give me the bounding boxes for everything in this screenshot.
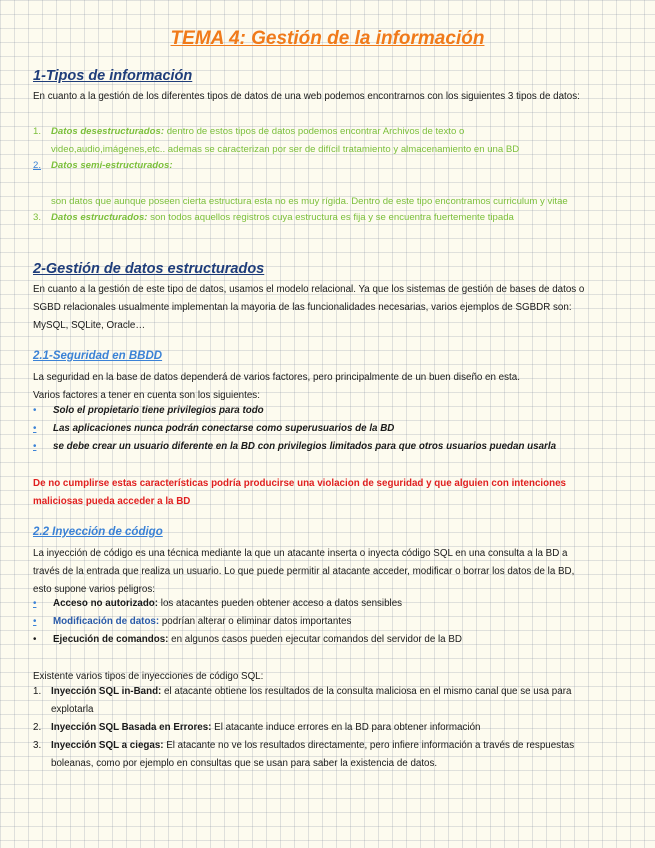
item-number: 1. [33, 686, 42, 697]
section-2-1-line-1: La seguridad en la base de datos dependerá de varios factores, pero principalmente de un buen diseño en esta. [33, 372, 520, 383]
item-number: 3. [33, 740, 42, 751]
injection-type-3-cont: boleanas, como por ejemplo en consultas que se usan para saber la existencia de datos. [51, 758, 438, 769]
item-text: El atacante no ve los resultados directamente, pero infiere información a través de respuestas [163, 740, 575, 751]
security-bullet-2 [33, 423, 394, 434]
bullet-label: Modificación de datos: [53, 616, 160, 627]
item-number: 3. [33, 212, 42, 223]
section-1-heading: 1-Tipos de información [33, 68, 193, 84]
section-2-1-heading: 2.1-Seguridad en BBDD [33, 350, 163, 362]
security-bullet-3 [33, 441, 556, 452]
danger-bullet-3 [33, 634, 462, 645]
item-number: 1. [33, 126, 42, 137]
item-label: Inyección SQL in-Band: [51, 686, 162, 697]
item-label: Datos estructurados: [51, 212, 148, 223]
item-label: Datos semi-estructurados: [51, 160, 173, 171]
bullet-icon: • [33, 423, 37, 434]
bullet-icon: • [33, 441, 37, 452]
bullet-text: los atacantes pueden obtener acceso a datos sensibles [158, 598, 403, 609]
item-text: El atacante induce errores en la BD para obtener información [211, 722, 481, 733]
section-2-2-line-1: La inyección de código es una técnica mediante la que un atacante inserta o inyecta código SQL en una consulta a la BD a [33, 548, 568, 559]
item-text: son todos aquellos registros cuya estructura es fija y se encuentra fuertemente tipada [147, 212, 514, 223]
danger-bullet-1 [33, 598, 402, 609]
section-2-2-line-3: esto supone varios peligros: [33, 584, 155, 595]
type-item-2 [33, 160, 173, 171]
security-warning-line-2: maliciosas pueda acceder a la BD [33, 496, 191, 507]
bullet-icon: • [33, 405, 37, 416]
bullet-text: se debe crear un usuario diferente en la BD con privilegios limitados para que otros usuarios puedan usarla [53, 441, 557, 452]
type-item-1 [33, 126, 464, 137]
bullet-icon: • [33, 634, 37, 645]
security-warning-line-1: De no cumplirse estas características podría producirse una violacion de seguridad y que alguien con intenciones [33, 478, 567, 489]
section-1-intro: En cuanto a la gestión de los diferentes tipos de datos de una web podemos encontrarnos con los siguientes 3 tipos de datos: [33, 91, 580, 102]
injection-type-1 [33, 686, 571, 697]
section-2-1-line-2: Varios factores a tener en cuenta son los siguientes: [33, 390, 260, 401]
injection-type-2 [33, 722, 480, 733]
bullet-label: Ejecución de comandos: [53, 634, 169, 645]
injection-type-3 [33, 740, 574, 751]
bullet-text: podrían alterar o eliminar datos importantes [159, 616, 352, 627]
section-2-line-1: En cuanto a la gestión de este tipo de datos, usamos el modelo relacional. Ya que los sistemas de gestión de bases de datos o [33, 284, 585, 295]
section-2-2-line-2: través de la entrada que realiza un usuario. Lo que puede permitir al atacante acceder, modificar o borrar los datos de la BD, [33, 566, 575, 577]
bullet-text: en algunos casos pueden ejecutar comandos del servidor de la BD [168, 634, 462, 645]
item-label: Inyección SQL a ciegas: [51, 740, 164, 751]
injection-types-intro: Existente varios tipos de inyecciones de código SQL: [33, 671, 264, 682]
bullet-icon: • [33, 616, 37, 627]
section-2-2-heading: 2.2 Inyección de código [33, 526, 163, 538]
page-title: TEMA 4: Gestión de la información [170, 28, 485, 49]
section-2-line-3: MySQL, SQLite, Oracle… [33, 320, 146, 331]
injection-type-1-cont: explotarla [51, 704, 94, 715]
type-item-2-cont: son datos que aunque poseen cierta estructura esta no es muy rígida. Dentro de este tipo encontramos curriculum y vitae [51, 196, 568, 207]
section-2-heading: 2-Gestión de datos estructurados [33, 261, 265, 277]
type-item-3 [33, 212, 514, 223]
item-text: dentro de estos tipos de datos podemos encontrar Archivos de texto o [164, 126, 465, 137]
item-number: 2. [33, 722, 42, 733]
section-2-line-2: SGBD relacionales usualmente implementan la mayoria de las funcionalidades necesarias, varios ejemplos de SGBDR son: [33, 302, 572, 313]
bullet-icon: • [33, 598, 37, 609]
bullet-text: Las aplicaciones nunca podrán conectarse como superusuarios de la BD [53, 423, 395, 434]
security-bullet-1 [33, 405, 264, 416]
type-item-1-cont: video,audio,imágenes,etc.. ademas se caracterizan por ser de difícil tratamiento y almacenamiento en una BD [51, 144, 520, 155]
bullet-text: Solo el propietario tiene privilegios para todo [53, 405, 264, 416]
item-number: 2. [33, 160, 42, 171]
bullet-label: Acceso no autorizado: [53, 598, 159, 609]
item-text: el atacante obtiene los resultados de la consulta maliciosa en el mismo canal que se usa para [161, 686, 572, 697]
danger-bullet-2 [33, 616, 351, 627]
item-label: Inyección SQL Basada en Errores: [51, 722, 212, 733]
item-label: Datos desestructurados: [51, 126, 165, 137]
